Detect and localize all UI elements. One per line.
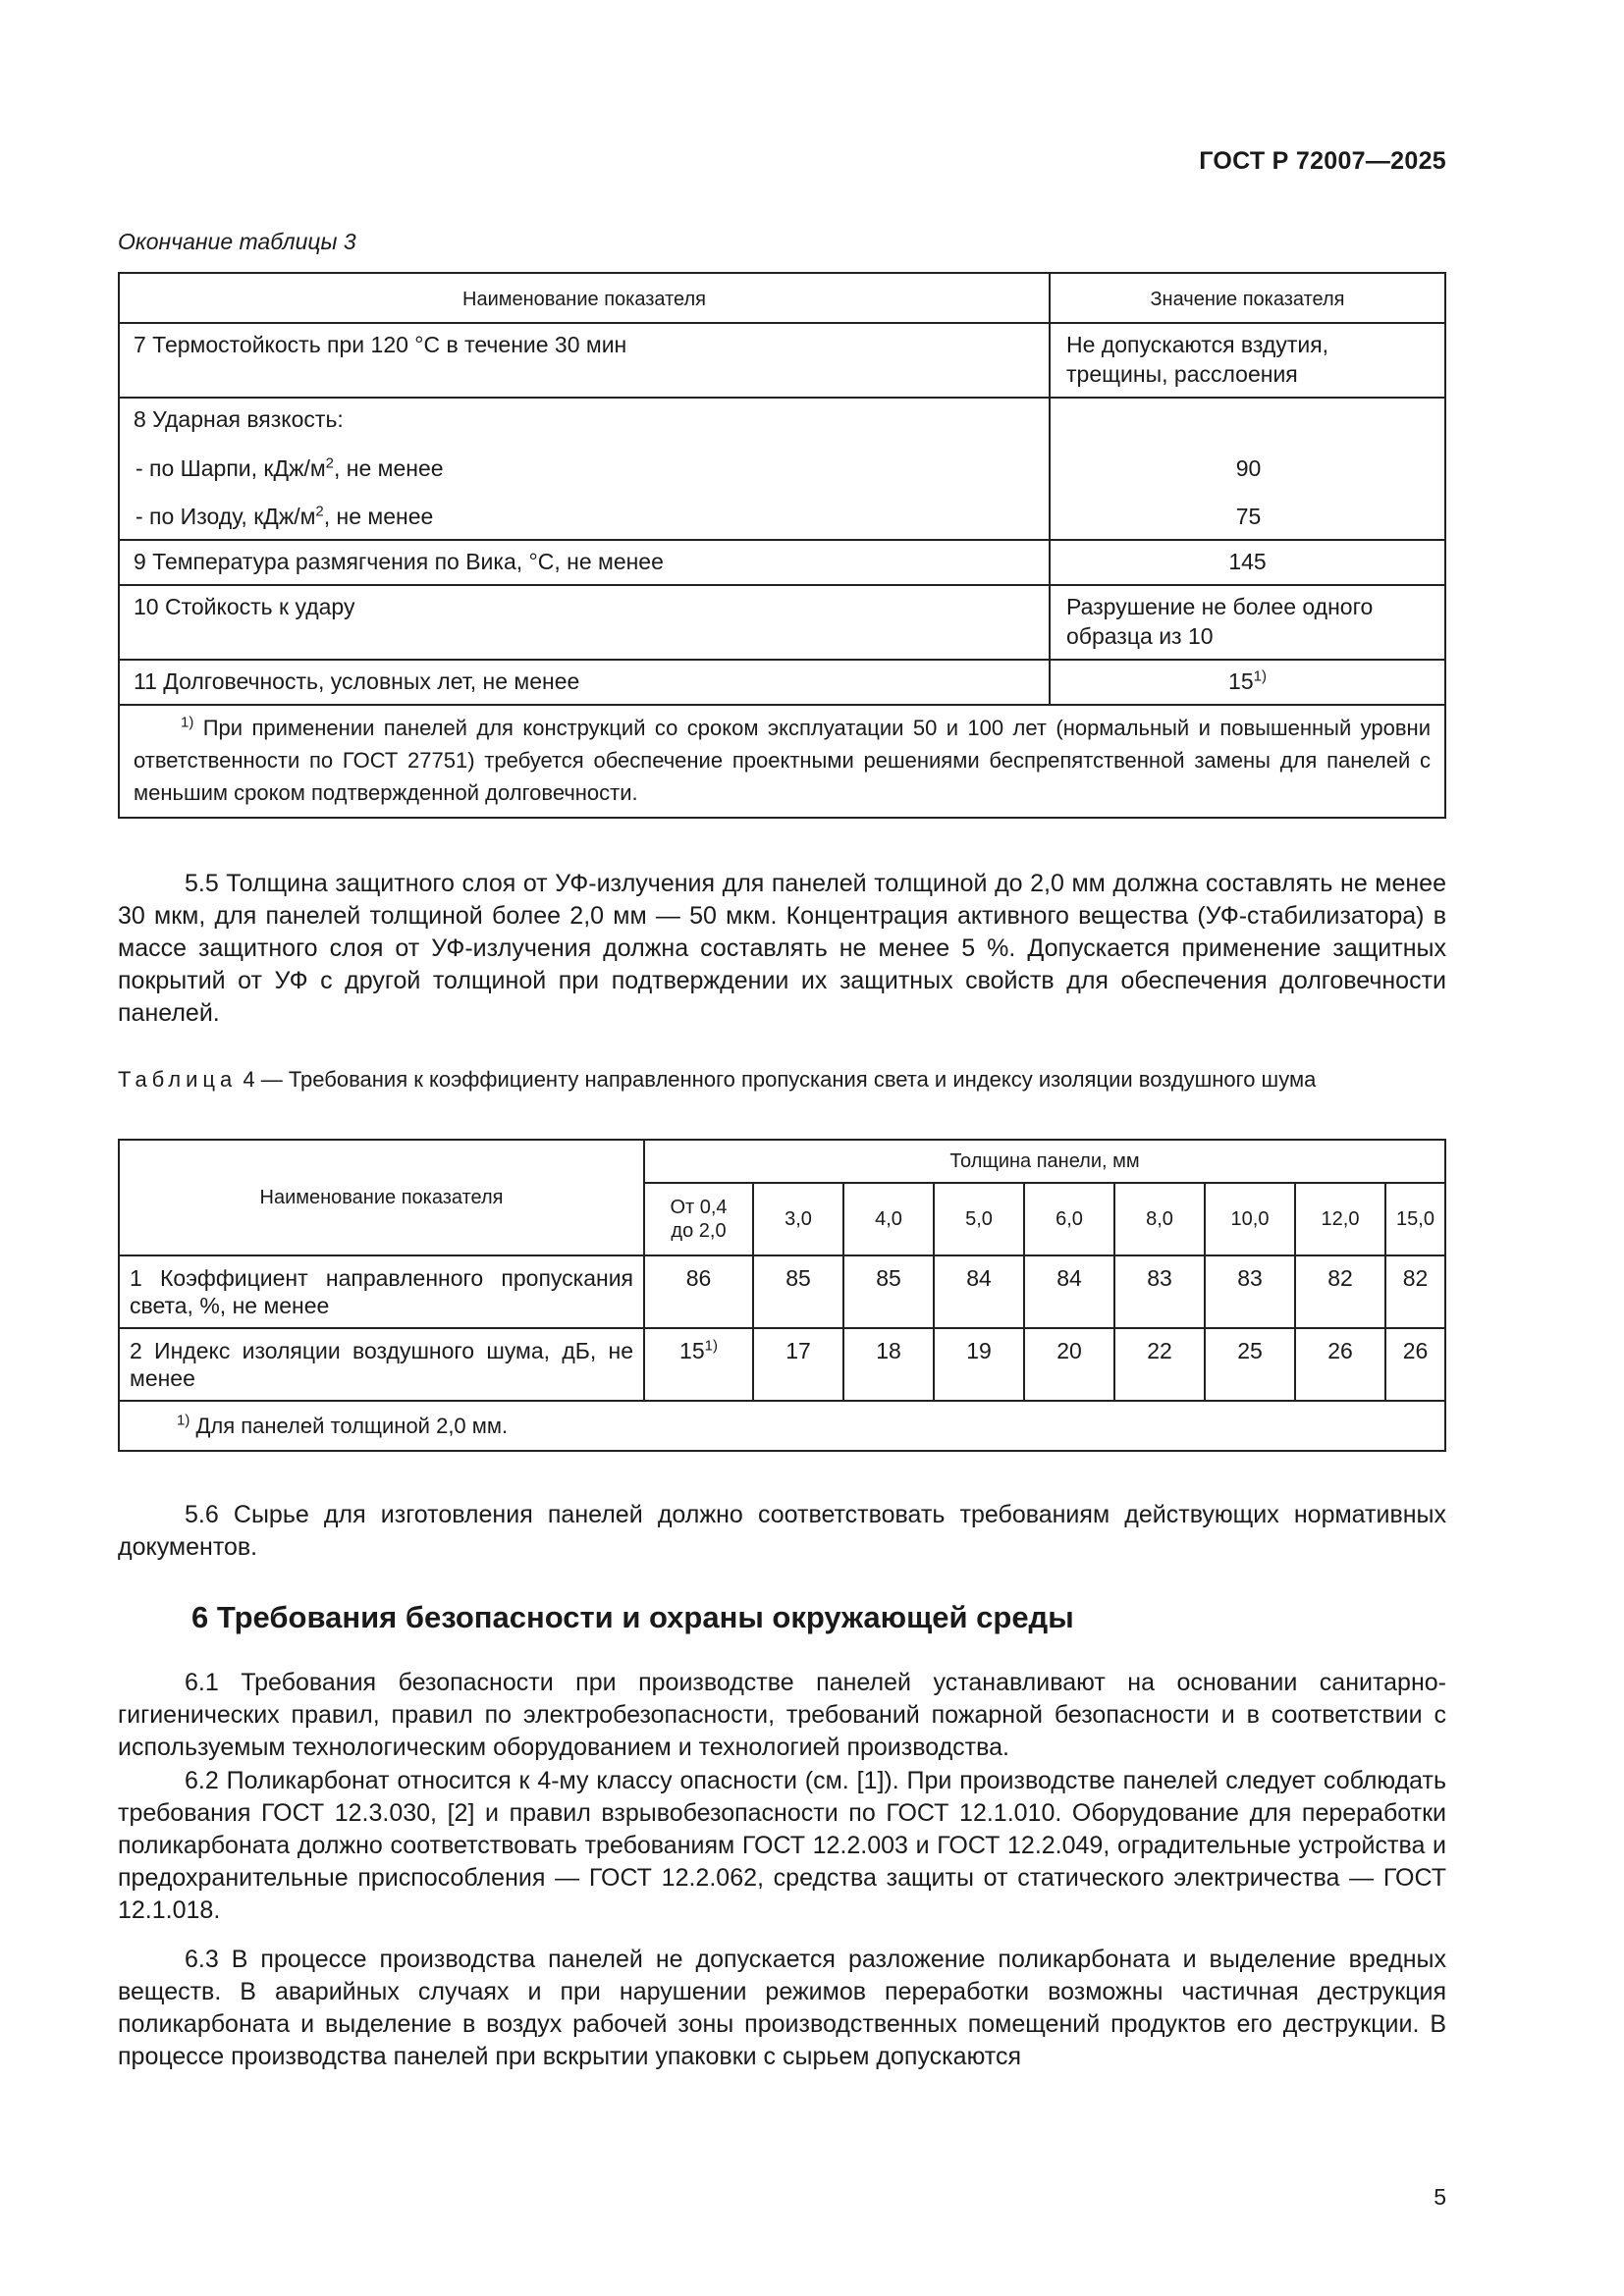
value-izod: 75 (1235, 504, 1262, 529)
table-row (119, 398, 1445, 540)
row-subitem-izod: - по Изоду, кДж/$м^2$, не менее (135, 503, 434, 529)
thickness-header: От 0,4 до 2,0 (644, 1183, 753, 1255)
row-name: 2 Индекс изоляции воздушного шума, дБ, не менее (119, 1328, 644, 1401)
row-value: 85 (843, 1255, 934, 1328)
row-value: 19 (934, 1328, 1024, 1401)
row-value: 85 (753, 1255, 843, 1328)
row-value: 82 (1385, 1255, 1445, 1328)
table-4 (118, 1139, 1446, 1452)
table-footnote-row (119, 1401, 1445, 1451)
table3-caption: Окончание таблицы 3 (118, 229, 356, 254)
row-name: 9 Температура размягчения по Вика, °С, не менее (119, 540, 1050, 585)
paragraph-6-2: 6.2 Поликарбонат относится к 4-му классу опасности (см. [1]). При производстве панелей следует соблюдать требования ГОСТ 12.3.030, [2] и правил взрывобезопасности по ГОСТ 12.1.010. Оборудование для переработки поликарбоната должно соответствовать требованиям ГОСТ 12.2.003 и ГОСТ 12.2.049, оградительные устройства и предохранительные приспособления — ГОСТ 12.2.062, средства защиты от статического электричества — ГОСТ 12.1.018. (118, 1767, 1446, 1924)
value-charpy: 90 (1235, 455, 1262, 481)
table-row (119, 1255, 1445, 1328)
row-name: 7 Термостойкость при 120 °С в течение 30 мин (119, 323, 1050, 398)
thickness-header: 12,0 (1295, 1183, 1385, 1255)
paragraph-6-3: 6.3 В процессе производства панелей не допускается разложение поликарбоната и выделение вредных веществ. В аварийных случаях и при нарушении режимов переработки возможны частичная деструкция поликарбоната и выделение в воздух рабочей зоны производственных помещений продуктов его деструкции. В процессе производства панелей при вскрытии упаковки с сырьем допускаются (118, 1946, 1446, 2070)
row-value: 84 (934, 1255, 1024, 1328)
row-value: 15$^{1)}$ (644, 1328, 753, 1401)
row-name: 1 Коэффициент направленного пропускания света, %, не менее (119, 1255, 644, 1328)
row-value: 25 (1205, 1328, 1295, 1401)
row-subitem-charpy: - по Шарпи, кДж/$м^2$, не менее (135, 454, 444, 481)
row-value: 83 (1114, 1255, 1205, 1328)
table-footnote: $^{1)}$ Для панелей толщиной 2,0 мм. (119, 1401, 1445, 1451)
row-value: 82 (1295, 1255, 1385, 1328)
column-header-name: Наименование показателя (119, 273, 1050, 323)
row-value: 20 (1024, 1328, 1114, 1401)
row-value: 84 (1024, 1255, 1114, 1328)
column-header-thickness: Толщина панели, мм (644, 1140, 1445, 1183)
table-footnote: $^{1)}$ При применении панелей для конструкций со сроком эксплуатации 50 и 100 лет (нормальный и повышенный уровни ответственности по ГОСТ 27751) требуется обеспечение проектными решениями беспрепятственной замены для панелей с меньшим сроком подтвержденной долговечности. (119, 705, 1445, 818)
table-3 (118, 272, 1446, 819)
row-value: 17 (753, 1328, 843, 1401)
document-id: ГОСТ Р 72007—2025 (1199, 147, 1446, 175)
row-value: 18 (843, 1328, 934, 1401)
row-value: Разрушение не более одного образца из 10 (1050, 585, 1445, 660)
table-row (119, 540, 1445, 585)
row-value (1050, 398, 1445, 540)
row-value: 86 (644, 1255, 753, 1328)
column-header-name: Наименование показателя (119, 1140, 644, 1255)
row-name: 11 Долговечность, условных лет, не менее (119, 660, 1050, 705)
page-number: 5 (1434, 2184, 1446, 2210)
thickness-header: 15,0 (1385, 1183, 1445, 1255)
thickness-header: 6,0 (1024, 1183, 1114, 1255)
row-name: 10 Стойкость к удару (119, 585, 1050, 660)
table-row (119, 323, 1445, 398)
row-value: 26 (1295, 1328, 1385, 1401)
paragraph-5-6: 5.6 Сырье для изготовления панелей должно соответствовать требованиям действующих нормативных документов. (118, 1501, 1446, 1561)
paragraph-6-1: 6.1 Требования безопасности при производстве панелей устанавливают на основании санитарно-гигиенических правил, правил по электробезопасности, требований пожарной безопасности и в соответствии с используемым технологическим оборудованием и технологией производства. (118, 1669, 1446, 1761)
row-value: 15$^{1)}$ (1050, 660, 1445, 705)
section-6-title: 6 Требования безопасности и охраны окружающей среды (191, 1600, 1074, 1634)
row-name (119, 398, 1050, 540)
thickness-header: 8,0 (1114, 1183, 1205, 1255)
column-header-value: Значение показателя (1050, 273, 1445, 323)
paragraph-5-5: 5.5 Толщина защитного слоя от УФ-излучения для панелей толщиной до 2,0 мм должна составлять не менее 30 мкм, для панелей толщиной более 2,0 мм — 50 мкм. Концентрация активного вещества (УФ-стабилизатора) в массе защитного слоя от УФ-излучения должна составлять не менее 5 %. Допускается применение защитных покрытий от УФ с другой толщиной при подтверждении их защитных свойств для обеспечения долговечности панелей. (118, 870, 1446, 1027)
row-name-title: 8 Ударная вязкость: (134, 406, 344, 432)
thickness-header: 10,0 (1205, 1183, 1295, 1255)
thickness-header: 3,0 (753, 1183, 843, 1255)
table-row (119, 1328, 1445, 1401)
table-row (119, 585, 1445, 660)
row-value: Не допускаются вздутия, трещины, расслоения (1050, 323, 1445, 398)
row-value: 145 (1050, 540, 1445, 585)
table4-caption: Таблица 4 — Требования к коэффициенту направленного пропускания света и индексу изоляции воздушного шума (118, 1067, 1317, 1092)
row-value: 22 (1114, 1328, 1205, 1401)
table-header-row (119, 1140, 1445, 1183)
row-value: 83 (1205, 1255, 1295, 1328)
table-footnote-row (119, 705, 1445, 818)
thickness-header: 4,0 (843, 1183, 934, 1255)
row-value: 26 (1385, 1328, 1445, 1401)
table-header-row (119, 273, 1445, 323)
table-row (119, 660, 1445, 705)
thickness-header: 5,0 (934, 1183, 1024, 1255)
